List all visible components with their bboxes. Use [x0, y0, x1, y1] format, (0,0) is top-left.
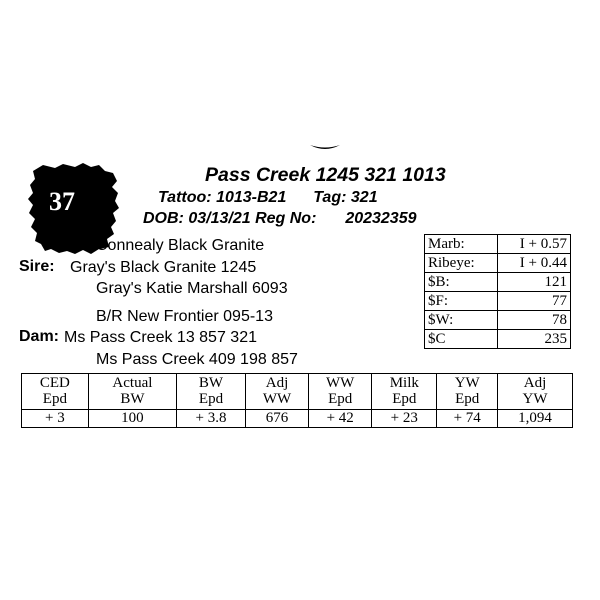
index-table: [424, 234, 571, 349]
epd-header: CED: [22, 374, 89, 392]
index-value: I + 0.44: [497, 254, 570, 273]
epd-header: BW: [88, 391, 176, 410]
reg-label: Reg No:: [255, 210, 317, 227]
epd-header: YW: [498, 391, 573, 410]
dob-value: 03/13/21: [188, 210, 251, 227]
dam-dam: Ms Pass Creek 409 198 857: [96, 351, 298, 368]
index-value: I + 0.57: [497, 235, 570, 254]
index-label: $F:: [425, 292, 498, 311]
epd-header: Milk: [372, 374, 437, 392]
index-row: [425, 254, 571, 273]
reg-value: 20232359: [345, 210, 417, 227]
epd-value-row: [22, 410, 573, 428]
sire-sire: Connealy Black Granite: [96, 237, 265, 254]
index-label: $W:: [425, 311, 498, 330]
dam-name: Ms Pass Creek 13 857 321: [64, 329, 257, 346]
index-value: 121: [497, 273, 570, 292]
dam-label: Dam:: [19, 328, 60, 345]
tag-value: 321: [350, 189, 378, 206]
epd-header: WW: [245, 391, 308, 410]
epd-header: Epd: [309, 391, 372, 410]
index-row: [425, 292, 571, 311]
tattoo-tag-line: [158, 189, 378, 207]
index-value: 77: [497, 292, 570, 311]
index-label: Ribeye:: [425, 254, 498, 273]
epd-header-row: [22, 374, 573, 392]
epd-header: Adj: [245, 374, 308, 392]
epd-header: Adj: [498, 374, 573, 392]
dob-reg-line: [143, 210, 417, 228]
index-value: 235: [497, 330, 570, 349]
animal-name: Pass Creek 1245 321 1013: [205, 164, 446, 186]
index-label: $C: [425, 330, 498, 349]
epd-header: YW: [437, 374, 498, 392]
epd-value: 100: [88, 410, 176, 428]
top-decoration: [309, 144, 341, 152]
epd-value: 676: [245, 410, 308, 428]
index-row: [425, 311, 571, 330]
epd-value: + 42: [309, 410, 372, 428]
tag-label: Tag:: [313, 189, 347, 206]
epd-header: Epd: [177, 391, 246, 410]
index-row: [425, 273, 571, 292]
index-row: [425, 235, 571, 254]
epd-header: Epd: [437, 391, 498, 410]
epd-header: BW: [177, 374, 246, 392]
index-label: Marb:: [425, 235, 498, 254]
epd-table: [21, 373, 573, 428]
lot-number: 37: [49, 187, 75, 216]
sire-name: Gray's Black Granite 1245: [70, 259, 257, 276]
epd-header-row: [22, 391, 573, 410]
epd-header: Actual: [88, 374, 176, 392]
dam-sire: B/R New Frontier 095-13: [96, 308, 273, 325]
index-row: [425, 330, 571, 349]
epd-value: + 23: [372, 410, 437, 428]
epd-header: Epd: [22, 391, 89, 410]
epd-header: Epd: [372, 391, 437, 410]
tattoo-label: Tattoo:: [158, 189, 212, 206]
index-value: 78: [497, 311, 570, 330]
sire-label: Sire:: [19, 258, 55, 275]
tattoo-value: 1013-B21: [216, 189, 287, 206]
epd-header: WW: [309, 374, 372, 392]
epd-value: + 3.8: [177, 410, 246, 428]
sire-dam: Gray's Katie Marshall 6093: [96, 280, 288, 297]
epd-value: + 74: [437, 410, 498, 428]
dob-label: DOB:: [143, 210, 184, 227]
epd-value: 1,094: [498, 410, 573, 428]
epd-value: + 3: [22, 410, 89, 428]
index-label: $B:: [425, 273, 498, 292]
